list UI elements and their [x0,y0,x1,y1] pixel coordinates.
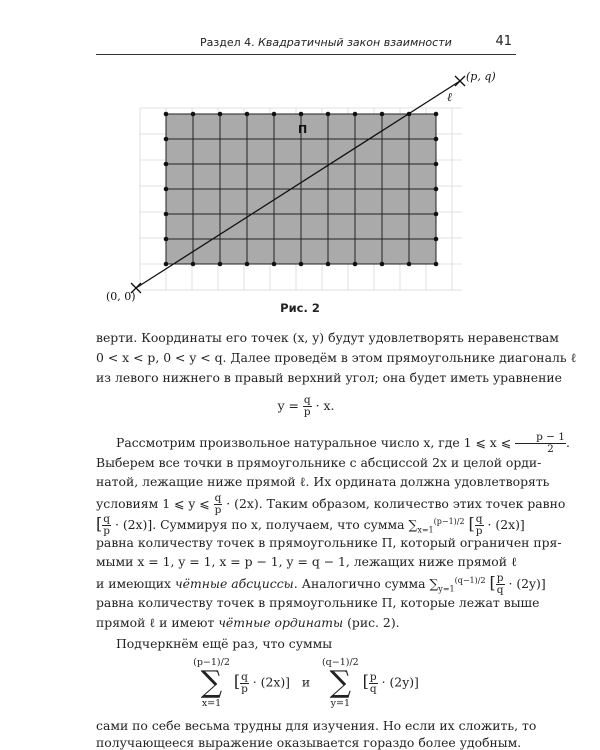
rectangle-label: П [298,123,308,136]
paragraph-4-line-2: получающееся выражение оказывается гораздо более удобным. [96,735,522,750]
paragraph-2-line-5: [ $\frac{q}{p}$ · (2x)]. Суммируя по x, получаем, что сумма $\sum_{x=1}^{(p-1)/2}$ [ $\frac{q}{p}$ · (2x)] [96,513,525,537]
paragraph-2-line-2: Выберем все точки в прямоугольнике с абсциссой 2x и целой орди- [96,455,542,470]
paragraph-2-line-7: мыми x = 1, y = 1, x = p − 1, y = q − 1, лежащих ниже прямой ℓ [96,554,517,569]
paragraph-2-line-8: и имеющих чётные абсциссы. Аналогично сумма $\sum_{y=1}^{(q-1)/2}$ [ $\frac{p}{q}$ · (2y)] [96,572,546,596]
end-point-label: (p, q) [466,70,496,83]
paragraph-2-line-6: равна количеству точек в прямоугольнике П, который ограничен пря- [96,535,562,550]
paragraph-1-line-1: верти. Координаты его точек (x, y) будут удовлетворять неравенствам [96,330,559,345]
paragraph-2-line-1: Рассмотрим произвольное натуральное число x, где 1 ⩽ x ⩽ $\frac{p - 1}{2}$ . [116,431,570,455]
display-sums: (p−1)/2 ∑ x=1 [ $\frac{q}{p}$ · (2x)] и (q−1)/2 ∑ y=1 [ $\frac{p}{q}$ · (2y)] [193,657,419,709]
paragraph-2-line-3: натой, лежащие ниже прямой ℓ. Их ордината должна удовлетворять [96,474,550,489]
paragraph-3-line-1: Подчеркнём ещё раз, что суммы [116,636,333,651]
origin-label: (0, 0) [106,290,136,303]
paragraph-4-line-1: сами по себе весьма трудны для изучения. Но если их сложить, то [96,718,537,733]
page-number: 41 [495,34,512,49]
figure-2-lattice-diagram [0,60,600,305]
end-cross-mark [455,76,465,86]
line-label: ℓ [447,90,452,104]
paragraph-1-line-3: из левого нижнего в правый верхний угол; она будет иметь уравнение [96,370,562,385]
equation-line: y = $\frac{q}{p}$ · x. [277,394,335,418]
page-header [96,34,516,55]
figure-caption: Рис. 2 [280,301,320,315]
paragraph-1-line-2: 0 < x < p, 0 < y < q. Далее проведём в этом прямоугольнике диагональ ℓ [96,350,577,365]
paragraph-2-line-4: условиям 1 ⩽ y ⩽ $\frac{q}{p}$ · (2x). Таким образом, количество этих точек равно [96,492,566,516]
paragraph-2-line-9: равна количеству точек в прямоугольнике П, которые лежат выше [96,595,540,610]
running-title: Раздел 4. Квадратичный закон взаимности [200,36,452,49]
paragraph-2-line-10: прямой ℓ и имеют чётные ординаты (рис. 2). [96,615,400,630]
